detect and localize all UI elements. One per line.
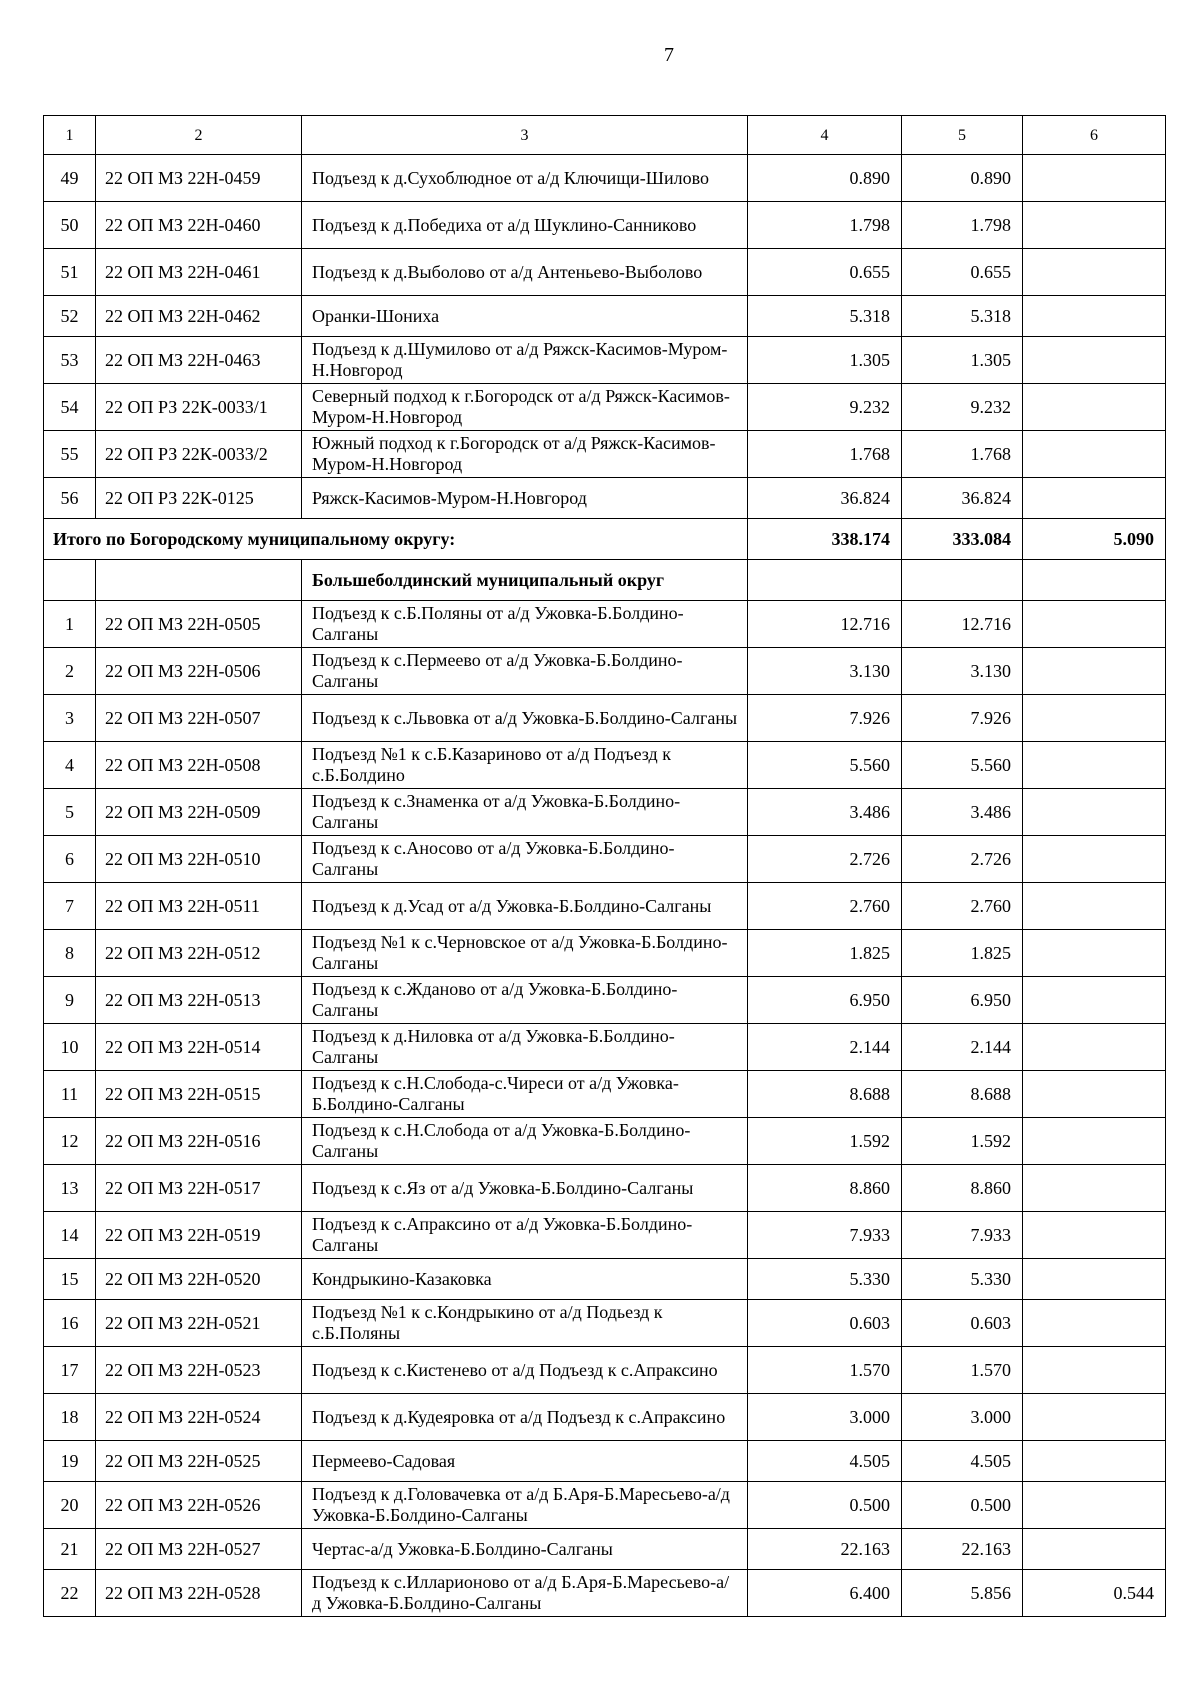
header-cell: 4 [748, 116, 902, 155]
row-number: 56 [44, 478, 96, 519]
length-total: 12.716 [748, 601, 902, 648]
row-number: 10 [44, 1024, 96, 1071]
row-number: 8 [44, 930, 96, 977]
length-col5: 12.716 [902, 601, 1023, 648]
header-cell: 5 [902, 116, 1023, 155]
length-col5: 3.130 [902, 648, 1023, 695]
road-name: Чертас-а/д Ужовка-Б.Болдино-Салганы [302, 1529, 748, 1570]
road-name: Подъезд к с.Жданово от а/д Ужовка-Б.Болдино-Салганы [302, 977, 748, 1024]
length-col5: 3.486 [902, 789, 1023, 836]
table-row [44, 1024, 1166, 1071]
length-col6 [1023, 648, 1166, 695]
length-col6 [1023, 1118, 1166, 1165]
road-name: Подъезд к д.Головачевка от а/д Б.Аря-Б.Маресьево-а/д Ужовка-Б.Болдино-Салганы [302, 1482, 748, 1529]
length-col6 [1023, 202, 1166, 249]
empty-cell [96, 560, 302, 601]
length-col5: 1.305 [902, 337, 1023, 384]
length-col6 [1023, 296, 1166, 337]
road-code: 22 ОП МЗ 22Н-0524 [96, 1394, 302, 1441]
length-col6 [1023, 977, 1166, 1024]
length-col5: 5.560 [902, 742, 1023, 789]
table-row [44, 1482, 1166, 1529]
district-row [44, 560, 1166, 601]
table-row [44, 836, 1166, 883]
table-row [44, 1259, 1166, 1300]
length-total: 22.163 [748, 1529, 902, 1570]
road-name: Северный подход к г.Богородск от а/д Ряжск-Касимов-Муром-Н.Новгород [302, 384, 748, 431]
table-row [44, 1300, 1166, 1347]
length-col5: 36.824 [902, 478, 1023, 519]
road-name: Подъезд к с.Яз от а/д Ужовка-Б.Болдино-Салганы [302, 1165, 748, 1212]
road-code: 22 ОП МЗ 22Н-0517 [96, 1165, 302, 1212]
road-name: Оранки-Шониха [302, 296, 748, 337]
length-total: 1.592 [748, 1118, 902, 1165]
length-col5: 6.950 [902, 977, 1023, 1024]
row-number: 3 [44, 695, 96, 742]
row-number: 14 [44, 1212, 96, 1259]
road-code: 22 ОП МЗ 22Н-0514 [96, 1024, 302, 1071]
table-row [44, 1394, 1166, 1441]
road-code: 22 ОП МЗ 22Н-0519 [96, 1212, 302, 1259]
length-col6 [1023, 742, 1166, 789]
length-total: 2.726 [748, 836, 902, 883]
road-name: Подъезд к с.Илларионово от а/д Б.Аря-Б.Маресьево-а/д Ужовка-Б.Болдино-Салганы [302, 1570, 748, 1617]
table-row [44, 742, 1166, 789]
row-number: 16 [44, 1300, 96, 1347]
length-col6 [1023, 1394, 1166, 1441]
row-number: 53 [44, 337, 96, 384]
header-cell: 2 [96, 116, 302, 155]
length-col6 [1023, 1300, 1166, 1347]
length-total: 3.000 [748, 1394, 902, 1441]
table-row [44, 1212, 1166, 1259]
length-col5: 4.505 [902, 1441, 1023, 1482]
road-name: Подъезд к д.Усад от а/д Ужовка-Б.Болдино-Салганы [302, 883, 748, 930]
length-col6 [1023, 1347, 1166, 1394]
road-code: 22 ОП МЗ 22Н-0520 [96, 1259, 302, 1300]
table-row [44, 883, 1166, 930]
road-name: Подъезд к д.Победиха от а/д Шуклино-Санниково [302, 202, 748, 249]
row-number: 51 [44, 249, 96, 296]
row-number: 22 [44, 1570, 96, 1617]
length-total: 0.603 [748, 1300, 902, 1347]
length-col5: 5.318 [902, 296, 1023, 337]
district-name: Большеболдинский муниципальный округ [302, 560, 748, 601]
road-code: 22 ОП МЗ 22Н-0459 [96, 155, 302, 202]
length-total: 0.655 [748, 249, 902, 296]
length-col5: 5.330 [902, 1259, 1023, 1300]
row-number: 50 [44, 202, 96, 249]
header-cell: 6 [1023, 116, 1166, 155]
road-code: 22 ОП МЗ 22Н-0506 [96, 648, 302, 695]
road-code: 22 ОП МЗ 22Н-0521 [96, 1300, 302, 1347]
table-row [44, 1071, 1166, 1118]
row-number: 12 [44, 1118, 96, 1165]
length-col6 [1023, 930, 1166, 977]
length-col6 [1023, 384, 1166, 431]
length-col5: 8.860 [902, 1165, 1023, 1212]
total-col6: 5.090 [1023, 519, 1166, 560]
length-col6 [1023, 249, 1166, 296]
row-number: 9 [44, 977, 96, 1024]
road-code: 22 ОП МЗ 22Н-0515 [96, 1071, 302, 1118]
length-total: 2.760 [748, 883, 902, 930]
length-total: 1.798 [748, 202, 902, 249]
row-number: 55 [44, 431, 96, 478]
row-number: 7 [44, 883, 96, 930]
road-name: Подъезд к с.Н.Слобода-с.Чиреси от а/д Ужовка-Б.Болдино-Салганы [302, 1071, 748, 1118]
length-total: 6.400 [748, 1570, 902, 1617]
length-col5: 9.232 [902, 384, 1023, 431]
table-row [44, 1441, 1166, 1482]
length-total: 0.500 [748, 1482, 902, 1529]
road-name: Южный подход к г.Богородск от а/д Ряжск-Касимов-Муром-Н.Новгород [302, 431, 748, 478]
road-name: Подъезд №1 к с.Черновское от а/д Ужовка-Б.Болдино-Салганы [302, 930, 748, 977]
length-col6 [1023, 1259, 1166, 1300]
length-col5: 3.000 [902, 1394, 1023, 1441]
row-number: 21 [44, 1529, 96, 1570]
page-number: 7 [664, 44, 674, 66]
empty-cell [44, 560, 96, 601]
road-code: 22 ОП МЗ 22Н-0528 [96, 1570, 302, 1617]
roads-table [43, 115, 1166, 1617]
length-total: 7.926 [748, 695, 902, 742]
length-col6 [1023, 1024, 1166, 1071]
table-row [44, 930, 1166, 977]
row-number: 2 [44, 648, 96, 695]
length-col6 [1023, 1212, 1166, 1259]
length-total: 1.305 [748, 337, 902, 384]
length-col6 [1023, 1482, 1166, 1529]
length-col5: 8.688 [902, 1071, 1023, 1118]
road-code: 22 ОП МЗ 22Н-0527 [96, 1529, 302, 1570]
table-row [44, 1165, 1166, 1212]
row-number: 52 [44, 296, 96, 337]
road-name: Подъезд №1 к с.Кондрыкино от а/д Подьезд к с.Б.Поляны [302, 1300, 748, 1347]
length-total: 1.570 [748, 1347, 902, 1394]
row-number: 6 [44, 836, 96, 883]
length-total: 4.505 [748, 1441, 902, 1482]
road-name: Подъезд к с.Н.Слобода от а/д Ужовка-Б.Болдино-Салганы [302, 1118, 748, 1165]
table-row [44, 384, 1166, 431]
length-col5: 2.726 [902, 836, 1023, 883]
empty-cell [748, 560, 902, 601]
road-name: Подъезд к с.Знаменка от а/д Ужовка-Б.Болдино-Салганы [302, 789, 748, 836]
length-total: 7.933 [748, 1212, 902, 1259]
total-col4: 338.174 [748, 519, 902, 560]
length-col5: 2.144 [902, 1024, 1023, 1071]
length-total: 9.232 [748, 384, 902, 431]
length-total: 3.486 [748, 789, 902, 836]
row-number: 20 [44, 1482, 96, 1529]
road-code: 22 ОП МЗ 22Н-0513 [96, 977, 302, 1024]
road-name: Ряжск-Касимов-Муром-Н.Новгород [302, 478, 748, 519]
table-row [44, 695, 1166, 742]
length-total: 0.890 [748, 155, 902, 202]
table-body [44, 116, 1166, 1617]
total-col5: 333.084 [902, 519, 1023, 560]
road-name: Подъезд к д.Сухоблюдное от а/д Ключищи-Шилово [302, 155, 748, 202]
length-col6 [1023, 337, 1166, 384]
row-number: 18 [44, 1394, 96, 1441]
row-number: 49 [44, 155, 96, 202]
table-row [44, 337, 1166, 384]
table-row [44, 1529, 1166, 1570]
road-code: 22 ОП МЗ 22Н-0512 [96, 930, 302, 977]
row-number: 4 [44, 742, 96, 789]
road-code: 22 ОП МЗ 22Н-0508 [96, 742, 302, 789]
length-col5: 5.856 [902, 1570, 1023, 1617]
length-total: 2.144 [748, 1024, 902, 1071]
table-row [44, 296, 1166, 337]
length-total: 5.318 [748, 296, 902, 337]
row-number: 17 [44, 1347, 96, 1394]
row-number: 5 [44, 789, 96, 836]
length-total: 8.688 [748, 1071, 902, 1118]
length-col6 [1023, 789, 1166, 836]
road-code: 22 ОП МЗ 22Н-0462 [96, 296, 302, 337]
table-row [44, 202, 1166, 249]
road-code: 22 ОП РЗ 22К-0125 [96, 478, 302, 519]
road-code: 22 ОП МЗ 22Н-0509 [96, 789, 302, 836]
length-total: 5.560 [748, 742, 902, 789]
length-col6 [1023, 836, 1166, 883]
table-row [44, 1570, 1166, 1617]
row-number: 13 [44, 1165, 96, 1212]
length-col5: 0.890 [902, 155, 1023, 202]
road-code: 22 ОП РЗ 22К-0033/1 [96, 384, 302, 431]
length-col6 [1023, 431, 1166, 478]
length-col5: 1.592 [902, 1118, 1023, 1165]
length-col5: 2.760 [902, 883, 1023, 930]
length-col5: 1.768 [902, 431, 1023, 478]
length-col6: 0.544 [1023, 1570, 1166, 1617]
road-code: 22 ОП РЗ 22К-0033/2 [96, 431, 302, 478]
length-col5: 7.926 [902, 695, 1023, 742]
length-col6 [1023, 1441, 1166, 1482]
road-name: Кондрыкино-Казаковка [302, 1259, 748, 1300]
table-row [44, 1118, 1166, 1165]
road-code: 22 ОП МЗ 22Н-0516 [96, 1118, 302, 1165]
row-number: 11 [44, 1071, 96, 1118]
table-row [44, 1347, 1166, 1394]
length-col5: 1.825 [902, 930, 1023, 977]
road-code: 22 ОП МЗ 22Н-0525 [96, 1441, 302, 1482]
road-name: Подъезд к с.Львовка от а/д Ужовка-Б.Болдино-Салганы [302, 695, 748, 742]
total-label: Итого по Богородскому муниципальному округу: [44, 519, 748, 560]
length-total: 8.860 [748, 1165, 902, 1212]
length-col5: 0.500 [902, 1482, 1023, 1529]
length-col5: 22.163 [902, 1529, 1023, 1570]
road-code: 22 ОП МЗ 22Н-0507 [96, 695, 302, 742]
length-total: 6.950 [748, 977, 902, 1024]
empty-cell [1023, 560, 1166, 601]
table-row [44, 249, 1166, 296]
table-row [44, 977, 1166, 1024]
length-total: 5.330 [748, 1259, 902, 1300]
header-cell: 1 [44, 116, 96, 155]
road-name: Подъезд к д.Ниловка от а/д Ужовка-Б.Болдино-Салганы [302, 1024, 748, 1071]
road-name: Подъезд к д.Шумилово от а/д Ряжск-Касимов-Муром-Н.Новгород [302, 337, 748, 384]
row-number: 1 [44, 601, 96, 648]
road-name: Подъезд к д.Кудеяровка от а/д Подъезд к с.Апраксино [302, 1394, 748, 1441]
road-name: Подъезд к с.Б.Поляны от а/д Ужовка-Б.Болдино-Салганы [302, 601, 748, 648]
road-name: Подъезд к с.Аносово от а/д Ужовка-Б.Болдино-Салганы [302, 836, 748, 883]
table-row [44, 431, 1166, 478]
length-total: 3.130 [748, 648, 902, 695]
table-row [44, 789, 1166, 836]
header-row [44, 116, 1166, 155]
table-row [44, 155, 1166, 202]
length-total: 1.768 [748, 431, 902, 478]
empty-cell [902, 560, 1023, 601]
road-code: 22 ОП МЗ 22Н-0526 [96, 1482, 302, 1529]
length-col6 [1023, 1071, 1166, 1118]
length-col5: 1.570 [902, 1347, 1023, 1394]
length-col5: 0.603 [902, 1300, 1023, 1347]
length-col5: 7.933 [902, 1212, 1023, 1259]
table-row [44, 648, 1166, 695]
row-number: 54 [44, 384, 96, 431]
road-code: 22 ОП МЗ 22Н-0510 [96, 836, 302, 883]
row-number: 15 [44, 1259, 96, 1300]
table-row [44, 478, 1166, 519]
length-col6 [1023, 883, 1166, 930]
road-code: 22 ОП МЗ 22Н-0505 [96, 601, 302, 648]
road-code: 22 ОП МЗ 22Н-0463 [96, 337, 302, 384]
length-col6 [1023, 1165, 1166, 1212]
road-code: 22 ОП МЗ 22Н-0511 [96, 883, 302, 930]
road-name: Пермеево-Садовая [302, 1441, 748, 1482]
road-name: Подъезд к с.Апраксино от а/д Ужовка-Б.Болдино-Салганы [302, 1212, 748, 1259]
length-col6 [1023, 1529, 1166, 1570]
length-col6 [1023, 155, 1166, 202]
length-col6 [1023, 695, 1166, 742]
road-name: Подъезд к с.Пермеево от а/д Ужовка-Б.Болдино-Салганы [302, 648, 748, 695]
road-name: Подъезд к с.Кистенево от а/д Подъезд к с.Апраксино [302, 1347, 748, 1394]
length-col5: 0.655 [902, 249, 1023, 296]
total-row [44, 519, 1166, 560]
length-total: 1.825 [748, 930, 902, 977]
road-code: 22 ОП МЗ 22Н-0523 [96, 1347, 302, 1394]
length-col5: 1.798 [902, 202, 1023, 249]
header-cell: 3 [302, 116, 748, 155]
road-code: 22 ОП МЗ 22Н-0461 [96, 249, 302, 296]
row-number: 19 [44, 1441, 96, 1482]
road-name: Подъезд к д.Выболово от а/д Антеньево-Выболово [302, 249, 748, 296]
length-total: 36.824 [748, 478, 902, 519]
road-code: 22 ОП МЗ 22Н-0460 [96, 202, 302, 249]
length-col6 [1023, 601, 1166, 648]
length-col6 [1023, 478, 1166, 519]
table-row [44, 601, 1166, 648]
road-name: Подъезд №1 к с.Б.Казариново от а/д Подъезд к с.Б.Болдино [302, 742, 748, 789]
